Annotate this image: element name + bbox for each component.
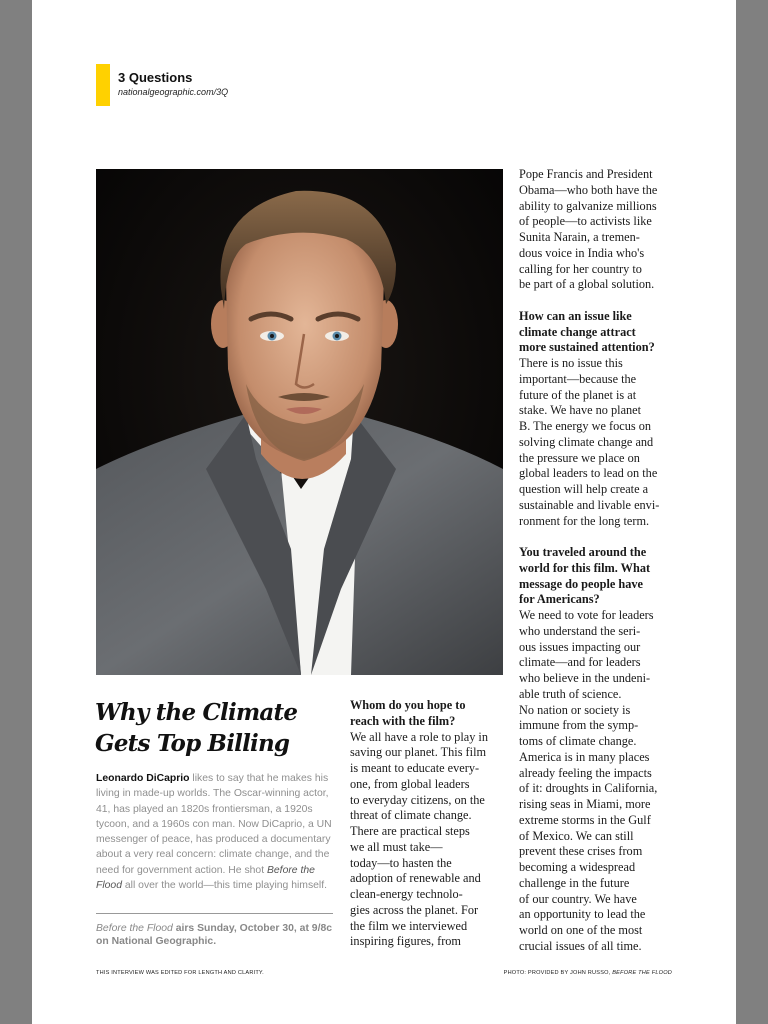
intro-text-1: likes to say that he makes his living in made-up worlds. The Oscar-winning actor, 41, has played an 1820s frontiersman, a 1920s tycoon, and a 1960s con man. Now DiCaprio, a UN messenger of peace, has produced a documentary about a very real concern: climate change, and the need for government action. He shot <box>96 773 332 876</box>
answer-line: saving our planet. This film <box>350 745 487 760</box>
answer-line: stake. We have no planet <box>519 403 642 418</box>
airing-film-title: Before the Flood <box>96 923 173 934</box>
answer-line: gies across the planet. For <box>350 902 479 917</box>
answer-line: immune from the symp- <box>519 718 639 733</box>
photo-credit <box>504 970 672 976</box>
answer-line: to everyday citizens, on the <box>350 792 485 807</box>
answer-line: able truth of science. <box>519 686 622 701</box>
answer-line: clean-energy technolo- <box>350 887 463 901</box>
body-column-right <box>519 167 679 955</box>
question-line: for Americans? <box>519 592 600 607</box>
answer-line: ronment for the long term. <box>519 513 650 528</box>
section-url[interactable]: nationalgeographic.com/3Q <box>118 87 229 97</box>
intro-film-title: Before the Flood <box>96 864 315 892</box>
answer-line: one, from global leaders <box>350 776 470 791</box>
intro-paragraph <box>96 771 336 893</box>
answer-line: calling for her country to <box>519 261 642 276</box>
airing-info <box>96 923 336 948</box>
answer-line: adoption of renewable and <box>350 871 481 886</box>
answer-line: No nation or society is <box>519 702 631 717</box>
answer-line: an opportunity to lead the <box>519 907 646 922</box>
headline-line-1: Why the Climate <box>95 699 298 726</box>
question-line: You traveled around the <box>519 545 647 559</box>
subject-name: Leonardo DiCaprio <box>96 773 190 784</box>
portrait-illustration <box>96 169 503 675</box>
question-line: world for this film. What <box>519 560 651 575</box>
answer-line: America is in many places <box>519 749 650 764</box>
answer-line: We all have a role to play in <box>350 729 488 744</box>
answer-line: of our country. We have <box>519 891 637 906</box>
answer-line: inspiring figures, from <box>350 934 461 949</box>
answer-line: crucial issues of all time. <box>519 938 642 953</box>
answer-line: Sunita Narain, a tremen- <box>519 230 640 244</box>
answer-line: toms of climate change. <box>519 734 637 748</box>
portrait-photo <box>96 169 503 675</box>
yellow-accent-bar <box>96 64 110 106</box>
photo-credit-film: BEFORE THE FLOOD <box>612 970 672 976</box>
answer-line: ous issues impacting our <box>519 639 641 654</box>
answer-line: world on one of the most <box>519 923 643 937</box>
answer-line: future of the planet is at <box>519 387 637 402</box>
headline-line-2: Gets Top Billing <box>95 730 290 757</box>
divider-rule <box>96 913 333 914</box>
answer-line: of it: droughts in California, <box>519 781 658 796</box>
answer-line: rising seas in Miami, more <box>519 797 651 811</box>
question-line: climate change attract <box>519 324 636 339</box>
answer-line: solving climate change and <box>519 434 654 449</box>
answer-line: climate—and for leaders <box>519 655 641 670</box>
answer-line: prevent these crises from <box>519 844 643 859</box>
question-line: message do people have <box>519 576 643 591</box>
section-title: 3 Questions <box>118 70 193 85</box>
answer-line: ability to galvanize millions <box>519 198 657 213</box>
answer-line: who believe in the undeni- <box>519 671 651 685</box>
answer-line: question will help create a <box>519 482 649 496</box>
body-column-middle <box>350 698 510 950</box>
answer-line: Obama—who both have the <box>519 182 658 197</box>
answer-line: There is no issue this <box>519 356 623 370</box>
answer-line: important—because the <box>519 371 637 386</box>
answer-line: global leaders to lead on the <box>519 466 658 481</box>
question-line: reach with the film? <box>350 713 456 728</box>
paragraph-gap <box>519 529 679 545</box>
answer-line: of people—to activists like <box>519 214 652 229</box>
airing-text: airs Sunday, October 30, at 9/8c on National Geographic. <box>96 923 333 947</box>
article-headline <box>95 697 345 759</box>
answer-line: threat of climate change. <box>350 808 472 823</box>
editing-note: THIS INTERVIEW WAS EDITED FOR LENGTH AND CLARITY. <box>96 970 264 976</box>
paragraph-gap <box>519 293 679 309</box>
answer-line: who understand the seri- <box>519 623 641 638</box>
answer-line: Pope Francis and President <box>519 167 653 181</box>
magazine-page <box>32 0 736 1024</box>
answer-line: the pressure we place on <box>519 450 640 465</box>
answer-line: dous voice in India who's <box>519 245 645 260</box>
question-line: Whom do you hope to <box>350 698 466 712</box>
answer-line: B. The energy we focus on <box>519 419 652 433</box>
answer-line: sustainable and livable envi- <box>519 497 660 512</box>
answer-line: There are practical steps <box>350 824 470 838</box>
answer-line: We need to vote for leaders <box>519 608 654 622</box>
question-line: How can an issue like <box>519 308 632 323</box>
answer-line: challenge in the future <box>519 875 630 890</box>
answer-line: becoming a widespread <box>519 860 636 874</box>
answer-line: today—to hasten the <box>350 855 452 870</box>
answer-line: extreme storms in the Gulf <box>519 812 651 827</box>
answer-line: be part of a global solution. <box>519 277 655 292</box>
answer-line: the film we interviewed <box>350 918 468 933</box>
answer-line: is meant to educate every- <box>350 761 480 775</box>
answer-line: already feeling the impacts <box>519 765 652 780</box>
photo-credit-prefix: PHOTO: PROVIDED BY JOHN RUSSO, <box>503 970 613 976</box>
answer-line: we all must take— <box>350 839 443 854</box>
answer-line: of Mexico. We can still <box>519 828 634 843</box>
intro-text-2: all over the world—this time playing himself. <box>122 880 328 892</box>
question-line: more sustained attention? <box>519 340 655 355</box>
